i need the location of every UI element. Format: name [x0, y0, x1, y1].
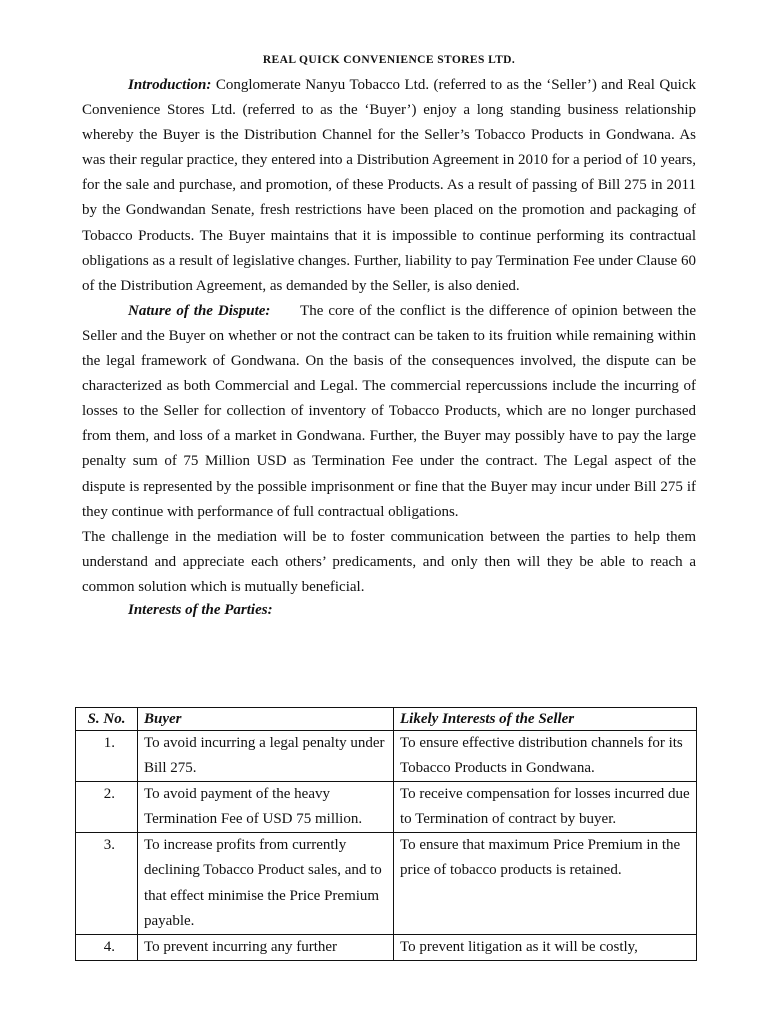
introduction-paragraph: [82, 73, 696, 299]
dispute-text: The core of the conflict is the difference of opinion between the Seller and the Buyer on whether or not the contract can be taken to its fruition while remaining within the legal framework of Gondwana. On the basis of the consequences involved, the dispute can be characterized as both Commercial and Legal. The commercial repercussions include the incurring of losses to the Seller for collection of inventory of Tobacco Products, which are no longer purchased from them, and loss of a market in Gondwana. Further, the Buyer may possibly have to pay the large penalty sum of 75 Million USD as Termination Fee under the contract. The Legal aspect of the dispute is represented by the possible imprisonment or fine that the Buyer may incur under Bill 275 if they continue with performance of full contractual obligations.: [82, 302, 697, 520]
buyer-interest: To increase profits from currently declining Tobacco Product sales, and to that effect minimise the Price Premium payable.: [138, 833, 394, 934]
table-row: [76, 731, 697, 782]
buyer-interest: To avoid payment of the heavy Termination Fee of USD 75 million.: [138, 782, 394, 833]
challenge-paragraph: The challenge in the mediation will be to foster communication between the parties to help them understand and appreciate each others’ predicaments, and only then will they be able to reach a common solution which is mutually beneficial.: [82, 528, 696, 595]
buyer-interest: To prevent incurring any further: [138, 934, 394, 960]
document-title: REAL QUICK CONVENIENCE STORES LTD.: [262, 54, 516, 66]
table-row: [76, 782, 697, 833]
dispute-paragraph: [82, 299, 696, 525]
row-number: 2.: [76, 782, 138, 833]
row-number: 1.: [76, 731, 138, 782]
dispute-heading: Nature of the Dispute:: [128, 302, 271, 319]
row-number: 4.: [76, 934, 138, 960]
seller-interest: To ensure effective distribution channels for its Tobacco Products in Gondwana.: [394, 731, 697, 782]
table-row: [76, 833, 697, 934]
seller-interest: To receive compensation for losses incurred due to Termination of contract by buyer.: [394, 782, 697, 833]
seller-interest: To prevent litigation as it will be costly,: [394, 934, 697, 960]
seller-interest: To ensure that maximum Price Premium in the price of tobacco products is retained.: [394, 833, 697, 934]
interests-heading: Interests of the Parties:: [128, 601, 273, 618]
column-header-seller: Likely Interests of the Seller: [394, 708, 697, 731]
introduction-heading: Introduction:: [128, 77, 212, 93]
column-header-sno: S. No.: [76, 708, 138, 731]
document-page: [82, 52, 696, 624]
column-header-buyer: Buyer: [138, 708, 394, 731]
interests-table: [75, 707, 697, 961]
introduction-text: Conglomerate Nanyu Tobacco Ltd. (referred to as the ‘Seller’) and Real Quick Convenience Stores Ltd. (referred to as the ‘Buyer’) enjoy a long standing business relationship whereby the Buyer is the Distribution Channel for the Seller’s Tobacco Products in Gondwana. As was their regular practice, they entered into a Distribution Agreement in 2010 for a period of 10 years, for the sale and purchase, and promotion, of these Products. As a result of passing of Bill 275 in 2011 by the Gondwandan Senate, fresh restrictions have been placed on the promotion and packaging of Tobacco Products. The Buyer maintains that it is impossible to continue performing its contractual obligations as a result of legislative changes. Further, liability to pay Termination Fee under Clause 60 of the Distribution Agreement, as demanded by the Seller, is also denied.: [82, 77, 697, 294]
table-row: [76, 934, 697, 960]
table-header-row: [76, 708, 697, 731]
buyer-interest: To avoid incurring a legal penalty under Bill 275.: [138, 731, 394, 782]
row-number: 3.: [76, 833, 138, 934]
